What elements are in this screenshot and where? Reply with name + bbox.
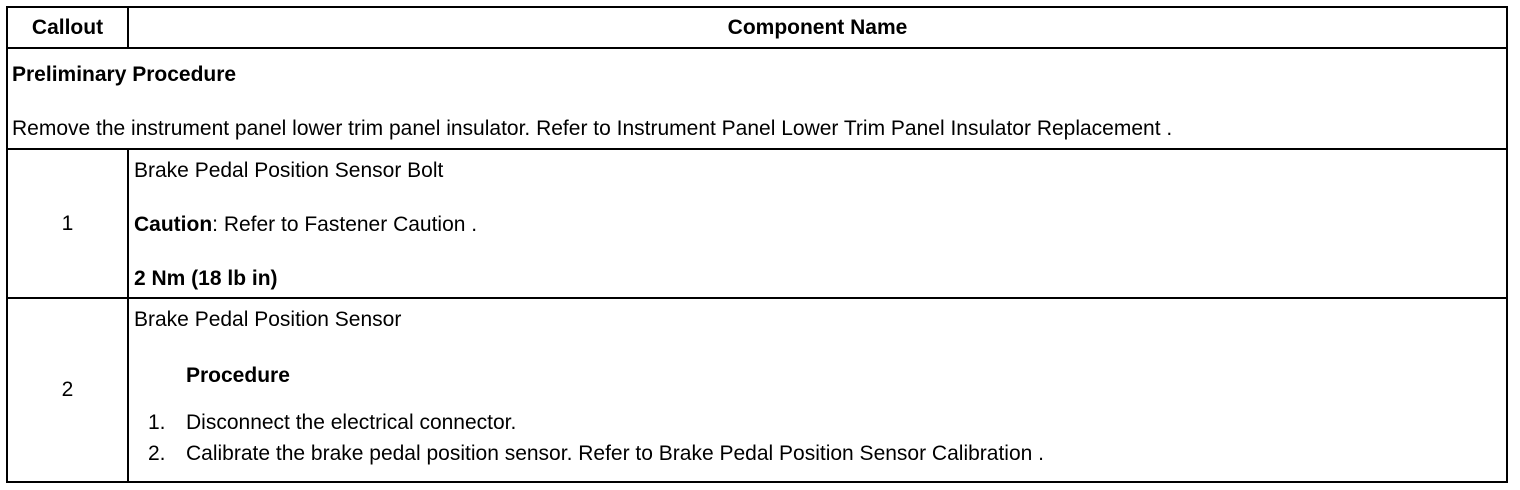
callout-number: 1 (7, 149, 128, 298)
procedure-title: Procedure (186, 364, 290, 387)
preliminary-procedure-row (7, 48, 1507, 149)
callout-column-header: Callout (7, 7, 128, 48)
preliminary-procedure-title: Preliminary Procedure (12, 63, 237, 86)
step-number: 2. (148, 442, 166, 465)
procedure-step (134, 407, 1506, 438)
torque-spec: 2 Nm (18 lb in) (134, 267, 278, 290)
component-name: Brake Pedal Position Sensor Bolt (134, 159, 444, 182)
step-number: 1. (148, 411, 166, 434)
table-row (7, 298, 1507, 482)
table-header-row (7, 7, 1507, 48)
preliminary-procedure-cell (7, 48, 1507, 149)
preliminary-procedure-text: Remove the instrument panel lower trim panel insulator. Refer to Instrument Panel Lower Trim Panel Insulator Replacement . (12, 117, 1173, 140)
procedure-step (134, 438, 1506, 469)
caution-text: : Refer to Fastener Caution . (212, 213, 478, 236)
step-text: Calibrate the brake pedal position sensor. Refer to Brake Pedal Position Sensor Calibration . (186, 442, 1044, 465)
step-text: Disconnect the electrical connector. (186, 411, 517, 434)
component-description-cell (128, 298, 1507, 482)
caution-label: Caution (134, 213, 213, 236)
callout-number: 2 (7, 298, 128, 482)
component-description-cell (128, 149, 1507, 298)
table-row (7, 149, 1507, 298)
callout-table (6, 6, 1508, 483)
component-name: Brake Pedal Position Sensor (134, 308, 402, 331)
caution-note (134, 212, 1506, 238)
procedure-steps (134, 407, 1506, 469)
component-name-column-header: Component Name (128, 7, 1507, 48)
